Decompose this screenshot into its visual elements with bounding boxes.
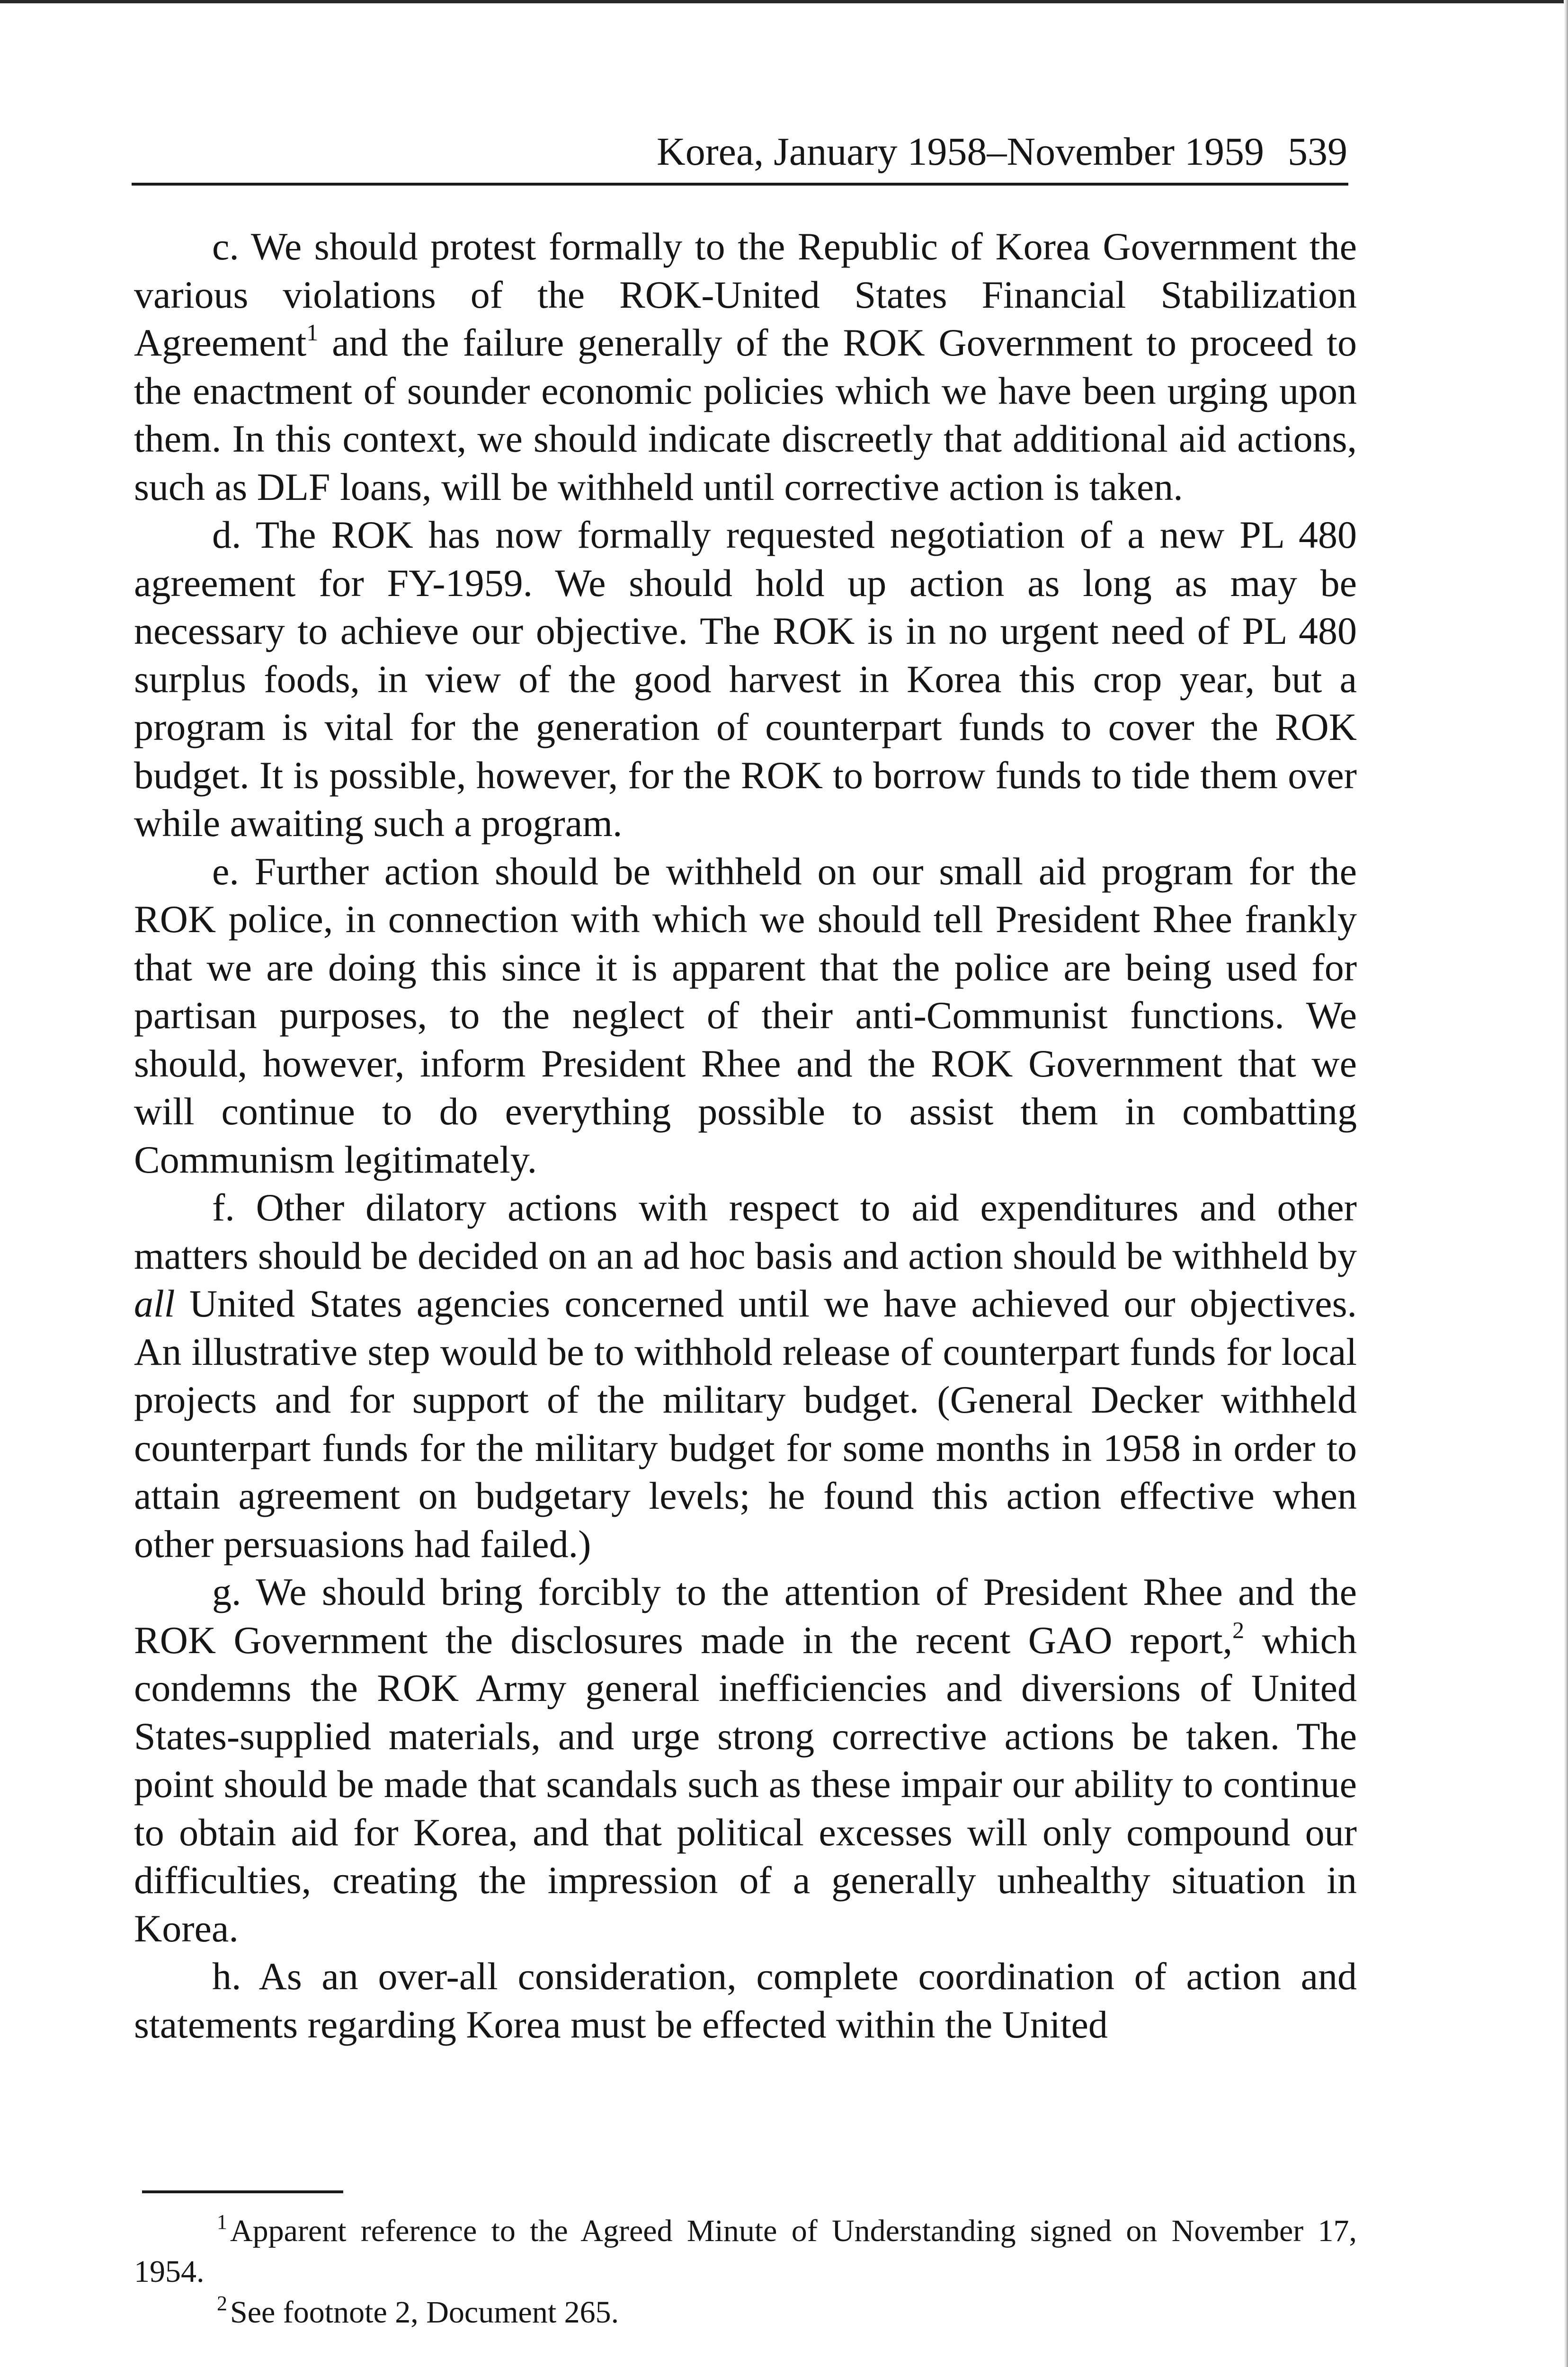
body-text [134, 222, 1357, 2048]
footnote-ref-1[interactable]: 1 [306, 319, 319, 346]
scan-top-edge [0, 0, 1568, 3]
footnote-rule [142, 2190, 343, 2193]
running-head-title: Korea, January 1958–November 1959 [657, 130, 1264, 174]
paragraph-c-text-cont: and the failure generally of the ROK Government to proceed to the enactment of sounder economic policies which we have been urging upon them. In this context, we should indicate discreetly that additional aid actions, such as DLF loans, will be withheld until corrective action is taken. [134, 321, 1357, 508]
paragraph-g-text-cont: which condemns the ROK Army general inefficiencies and diversions of United States-supplied materials, and urge strong corrective actions be taken. The point should be made that scandals such as these impair our ability to continue to obtain aid for Korea, and that political excesses will only compound our difficulties, creating the impression of a generally unhealthy situation in Korea. [134, 1618, 1357, 1950]
paragraph-f-text: f. Other dilatory actions with respect to aid expenditures and other matters should be decided on an ad hoc basis and action should be withheld by [134, 1186, 1357, 1277]
footnote-2 [134, 2292, 1357, 2333]
paragraph-g [134, 1568, 1357, 1952]
paragraph-d: d. The ROK has now formally requested negotiation of a new PL 480 agreement for FY-1959. We should hold up action as long as may be necessary to achieve our objective. The ROK is in no urgent need of PL 480 surplus foods, in view of the good harvest in Korea this crop year, but a program is vital for the generation of counterpart funds to cover the ROK budget. It is possible, however, for the ROK to borrow funds to tide them over while awaiting such a program. [134, 513, 1357, 845]
header-rule [132, 183, 1348, 186]
scan-right-edge [1564, 0, 1568, 2367]
footnotes [134, 2211, 1357, 2333]
footnote-2-mark: 2 [217, 2292, 227, 2315]
paragraph-e: e. Further action should be withheld on our small aid program for the ROK police, in connection with which we should tell President Rhee frankly that we are doing this since it is apparent that the police are being used for partisan purposes, to the neglect of their anti-Communist functions. We should, however, inform President Rhee and the ROK Government that we will continue to do everything possible to assist them in combatting Communism legitimately. [134, 849, 1357, 1181]
footnote-2-text: See footnote 2, Document 265. [230, 2295, 619, 2330]
paragraph-g-text: g. We should bring forcibly to the attention of President Rhee and the ROK Government the disclosures made in the recent GAO report, [134, 1570, 1357, 1662]
paragraph-f-text-cont: United States agencies concerned until we have achieved our objectives. An illustrative step would be to withhold release of counterpart funds for local projects and for support of the military budget. (General Decker withheld counterpart funds for the military budget for some months in 1958 in order to attain agreement on budgetary levels; he found this action effective when other persuasions had failed.) [134, 1282, 1357, 1566]
paragraph-c [134, 222, 1357, 511]
page-number: 539 [1288, 130, 1347, 174]
paragraph-f [134, 1184, 1357, 1568]
footnote-1 [134, 2211, 1357, 2292]
paragraph-c-text: c. We should protest formally to the Republic of Korea Government the various violations of the ROK-United States Financial Stabilization Agreement [134, 225, 1357, 364]
footnote-1-text: Apparent reference to the Agreed Minute of Understanding signed on November 17, 1954. [134, 2214, 1357, 2289]
footnote-1-mark: 1 [217, 2210, 227, 2234]
emphasis-all: all [134, 1282, 175, 1325]
footnote-ref-2[interactable]: 2 [1232, 1616, 1245, 1643]
running-head [133, 116, 1347, 178]
paragraph-h: h. As an over-all consideration, complete coordination of action and statements regarding Korea must be effected within the United [134, 1955, 1357, 2046]
